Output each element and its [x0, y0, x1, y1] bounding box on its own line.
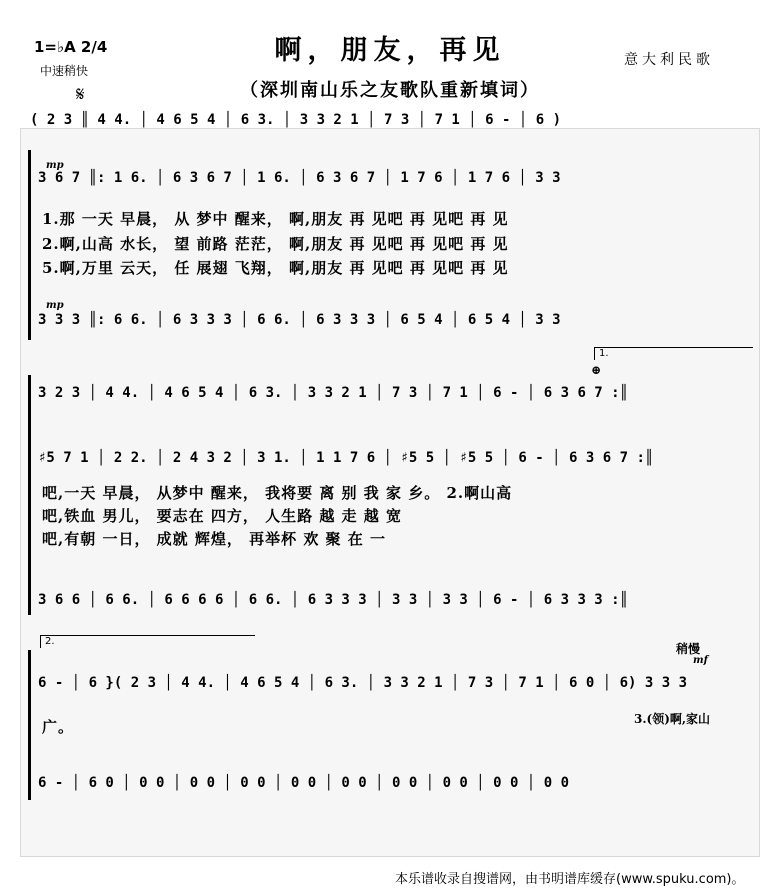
lyric-line: 5.啊,万里 云天， 任 展翅 飞翔， 啊,朋友 再 见吧 再 见吧 再 见	[42, 259, 509, 277]
notation-line: ♯5 7 1 │ 2 2. │ 2 4 3 2 │ 3 1. │ 1 1 7 6 │ ♯5 5 │ ♯5 5 │ 6 - │ 6 3 6 7 :║	[38, 450, 654, 466]
system-bracket	[28, 150, 31, 340]
notation-line: 6 - │ 6 0 │ 0 0 │ 0 0 │ 0 0 │ 0 0 │ 0 0 │ 0 0 │ 0 0 │ 0 0 │ 0 0	[38, 775, 570, 791]
notation-line: ( 2 3 ║ 4 4. │ 4 6 5 4 │ 6 3. │ 3 3 2 1 │ 7 3 │ 7 1 │ 6 - │ 6 )	[30, 112, 562, 128]
key-signature: 1=♭A 2/4	[34, 38, 108, 56]
footer-credit: 本乐谱收录自搜谱网，由书明谱库缓存(www.spuku.com)。	[395, 872, 745, 887]
lyric-line: 吧,铁血 男儿， 要志在 四方， 人生路 越 走 越 宽	[42, 507, 403, 525]
segno-icon: 𝄋	[76, 82, 85, 106]
system-bracket	[28, 375, 31, 615]
notation-line: 3 2 3 │ 4 4. │ 4 6 5 4 │ 6 3. │ 3 3 2 1 │ 7 3 │ 7 1 │ 6 - │ 6 3 6 7 :║	[38, 385, 629, 401]
dynamic-mf: mf	[693, 655, 708, 666]
tempo-marking: 中速稍快	[40, 64, 89, 78]
volta-first-ending: 1.	[594, 347, 753, 360]
slower-marking: 稍慢	[676, 642, 701, 656]
notation-line: 6 - │ 6 }( 2 3 │ 4 4. │ 4 6 5 4 │ 6 3. │ 3 3 2 1 │ 7 3 │ 7 1 │ 6 0 │ 6) 3 3 3	[38, 675, 688, 691]
lyric-line: 吧,一天 早晨， 从梦中 醒来， 我将要 离 别 我 家 乡。 2.啊山高	[42, 484, 513, 502]
notation-line: 3 6 6 │ 6 6. │ 6 6 6 6 │ 6 6. │ 6 3 3 3 │ 3 3 │ 3 3 │ 6 - │ 6 3 3 3 :║	[38, 592, 629, 608]
lyric-line: 2.啊,山高 水长， 望 前路 茫茫， 啊,朋友 再 见吧 再 见吧 再 见	[42, 235, 509, 253]
volta-second-ending: 2.	[40, 635, 255, 648]
dynamic-mp: mp	[46, 300, 64, 311]
dynamic-mp: mp	[46, 160, 64, 171]
lyric-line: 广。	[42, 718, 75, 736]
lyric-line: 1.那 一天 早晨， 从 梦中 醒来， 啊,朋友 再 见吧 再 见吧 再 见	[42, 210, 509, 228]
coda-icon: ⊕	[591, 363, 602, 377]
song-title: 啊，朋友，再见	[274, 35, 506, 66]
composer-credit: 意大利民歌	[624, 52, 714, 68]
lead-lyric: 3.(领)啊,家山	[634, 712, 711, 726]
system-bracket	[28, 650, 31, 800]
notation-line: 3 6 7 ║: 1 6. │ 6 3 6 7 │ 1 6. │ 6 3 6 7 │ 1 7 6 │ 1 7 6 │ 3 3	[38, 170, 561, 186]
lyric-line: 吧,有朝 一日， 成就 辉煌， 再举杯 欢 聚 在 一	[42, 530, 387, 548]
song-subtitle: （深圳南山乐之友歌队重新填词）	[240, 80, 540, 101]
notation-line: 3 3 3 ║: 6 6. │ 6 3 3 3 │ 6 6. │ 6 3 3 3 │ 6 5 4 │ 6 5 4 │ 3 3	[38, 312, 561, 328]
